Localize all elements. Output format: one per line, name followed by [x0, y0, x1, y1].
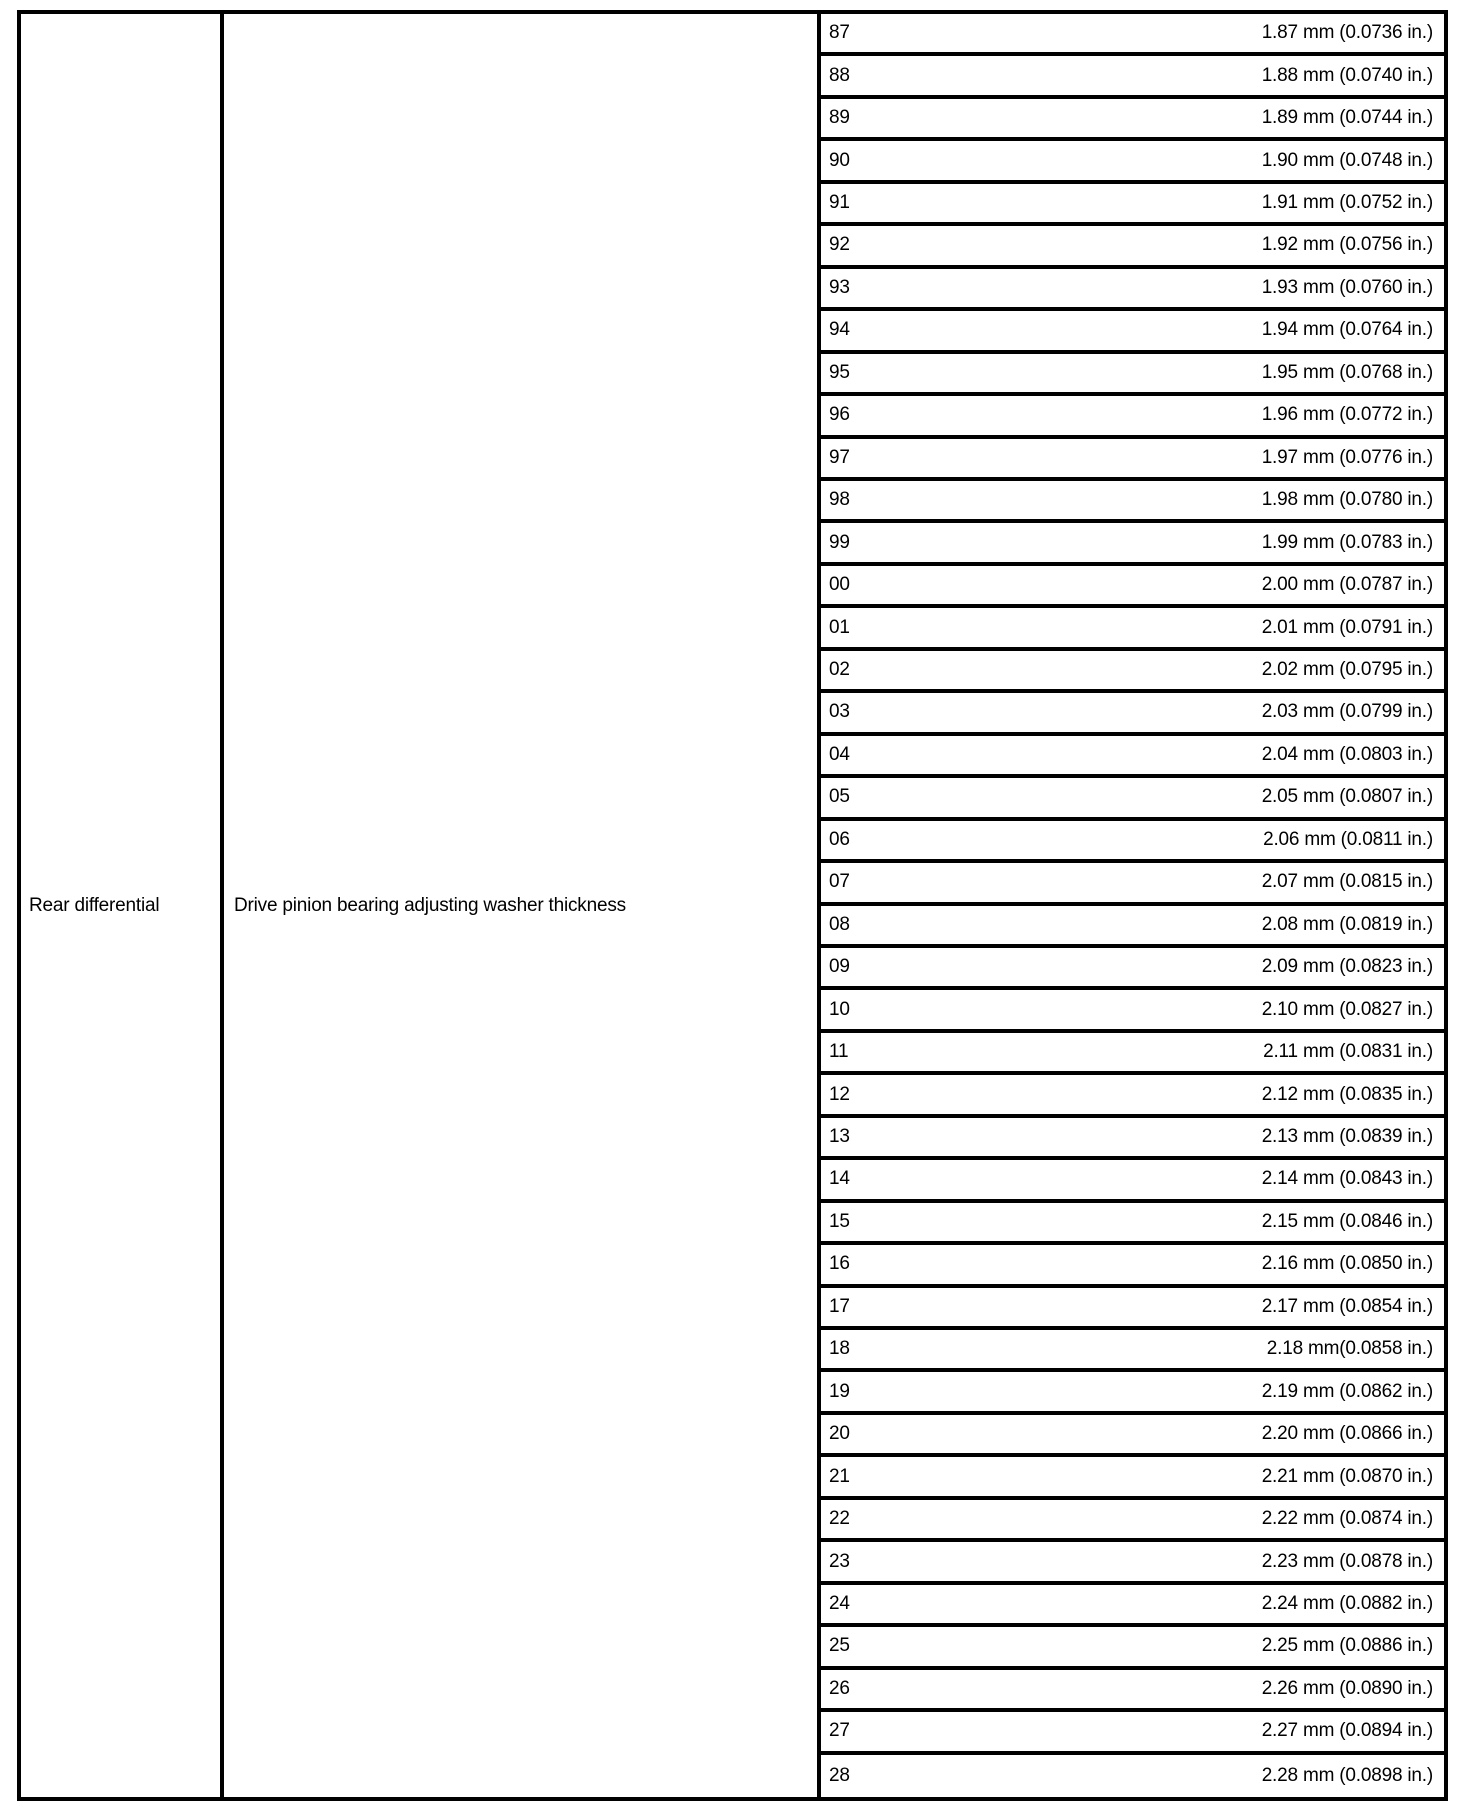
washer-thickness-value: 2.01 mm (0.0791 in.): [1261, 616, 1433, 638]
table-row: [821, 906, 1444, 948]
table-row: [821, 14, 1444, 56]
washer-thickness-value: 2.18 mm(0.0858 in.): [1266, 1338, 1433, 1360]
washer-thickness-value: 1.87 mm (0.0736 in.): [1261, 22, 1433, 44]
washer-code: 21: [829, 1465, 850, 1487]
table-row: [821, 141, 1444, 183]
washer-thickness-value: 1.91 mm (0.0752 in.): [1261, 192, 1433, 214]
table-row: [821, 184, 1444, 226]
washer-code: 19: [829, 1380, 850, 1402]
washer-thickness-value: 2.16 mm (0.0850 in.): [1261, 1253, 1433, 1275]
washer-thickness-value: 2.20 mm (0.0866 in.): [1261, 1423, 1433, 1445]
washer-code: 20: [829, 1423, 850, 1445]
washer-thickness-value: 2.14 mm (0.0843 in.): [1261, 1168, 1433, 1190]
washer-thickness-value: 2.11 mm (0.0831 in.): [1263, 1041, 1433, 1063]
washer-thickness-value: 2.17 mm (0.0854 in.): [1261, 1295, 1433, 1317]
washer-thickness-value: 1.89 mm (0.0744 in.): [1261, 107, 1433, 129]
table-row: [821, 1542, 1444, 1584]
washer-code: 00: [829, 574, 850, 596]
washer-code: 28: [829, 1764, 850, 1786]
washer-thickness-value: 2.15 mm (0.0846 in.): [1261, 1210, 1433, 1232]
system-cell: [21, 14, 224, 1797]
table-row: [821, 1670, 1444, 1712]
washer-code: 02: [829, 659, 850, 680]
item-label: Drive pinion bearing adjusting washer thickness: [234, 894, 626, 916]
washer-thickness-value: 2.26 mm (0.0890 in.): [1261, 1677, 1433, 1699]
washer-code: 96: [829, 404, 850, 426]
washer-code: 14: [829, 1168, 850, 1190]
washer-code: 89: [829, 107, 850, 129]
table-row: [821, 1160, 1444, 1202]
washer-thickness-value: 2.04 mm (0.0803 in.): [1261, 743, 1433, 765]
washer-thickness-value: 1.88 mm (0.0740 in.): [1261, 64, 1433, 86]
table-row: [821, 1755, 1444, 1797]
washer-code: 88: [829, 64, 850, 86]
washer-thickness-value: 2.27 mm (0.0894 in.): [1261, 1720, 1433, 1742]
washer-code: 23: [829, 1550, 850, 1572]
washer-thickness-value: 2.13 mm (0.0839 in.): [1261, 1125, 1433, 1147]
table-row: [821, 863, 1444, 905]
table-row: [821, 778, 1444, 820]
washer-code: 08: [829, 913, 850, 935]
washer-thickness-value: 2.28 mm (0.0898 in.): [1261, 1764, 1433, 1786]
system-label: Rear differential: [29, 894, 160, 916]
table-row: [821, 1033, 1444, 1075]
washer-code: 87: [829, 22, 850, 44]
washer-thickness-value: 2.19 mm (0.0862 in.): [1261, 1380, 1433, 1402]
washer-thickness-value: 2.23 mm (0.0878 in.): [1261, 1550, 1433, 1572]
washer-code: 25: [829, 1635, 850, 1657]
table-row: [821, 990, 1444, 1032]
washer-thickness-value: 2.00 mm (0.0787 in.): [1261, 574, 1433, 596]
table-row: [821, 1288, 1444, 1330]
washer-code: 24: [829, 1592, 850, 1614]
table-row: [821, 736, 1444, 778]
washer-code: 17: [829, 1295, 850, 1317]
washer-code: 95: [829, 361, 850, 383]
washer-code: 16: [829, 1253, 850, 1275]
washer-code: 27: [829, 1720, 850, 1742]
washer-code: 94: [829, 319, 850, 341]
washer-code: 04: [829, 743, 850, 765]
washer-code: 11: [829, 1041, 849, 1063]
washer-thickness-value: 1.92 mm (0.0756 in.): [1261, 234, 1433, 256]
table-row: [821, 1415, 1444, 1457]
washer-thickness-value: 2.10 mm (0.0827 in.): [1261, 998, 1433, 1020]
washer-code: 22: [829, 1508, 850, 1530]
washer-thickness-value: 2.21 mm (0.0870 in.): [1261, 1465, 1433, 1487]
washer-thickness-value: 1.90 mm (0.0748 in.): [1261, 149, 1433, 171]
washer-code: 92: [829, 234, 850, 256]
table-row: [821, 439, 1444, 481]
washer-code: 07: [829, 871, 850, 893]
table-row: [821, 396, 1444, 438]
table-row: [821, 821, 1444, 863]
washer-thickness-value: 1.97 mm (0.0776 in.): [1261, 446, 1433, 468]
table-row: [821, 1627, 1444, 1669]
washer-code: 10: [829, 998, 850, 1020]
washer-thickness-value: 2.07 mm (0.0815 in.): [1261, 871, 1433, 893]
item-cell: [224, 14, 821, 1797]
table-row: [821, 651, 1444, 693]
washer-thickness-value: 1.95 mm (0.0768 in.): [1261, 361, 1433, 383]
table-row: [821, 566, 1444, 608]
washer-code: 15: [829, 1210, 850, 1232]
table-row: [821, 1500, 1444, 1542]
table-row: [821, 608, 1444, 650]
table-row: [821, 1075, 1444, 1117]
table-row: [821, 226, 1444, 268]
washer-code: 12: [829, 1083, 850, 1105]
table-row: [821, 481, 1444, 523]
washer-code: 03: [829, 701, 850, 723]
washer-thickness-value: 2.08 mm (0.0819 in.): [1261, 913, 1433, 935]
washer-thickness-value: 2.02 mm (0.0795 in.): [1261, 659, 1433, 680]
table-row: [821, 99, 1444, 141]
table-row: [821, 693, 1444, 735]
washer-thickness-spec-table: [17, 10, 1448, 1801]
washer-thickness-value: 2.25 mm (0.0886 in.): [1261, 1635, 1433, 1657]
table-row: [821, 269, 1444, 311]
values-column: [821, 14, 1444, 1797]
table-row: [821, 1372, 1444, 1414]
washer-thickness-value: 2.12 mm (0.0835 in.): [1261, 1083, 1433, 1105]
table-row: [821, 1330, 1444, 1372]
washer-code: 09: [829, 956, 850, 978]
table-row: [821, 1203, 1444, 1245]
washer-code: 91: [829, 192, 850, 214]
washer-thickness-value: 2.06 mm (0.0811 in.): [1263, 828, 1433, 850]
washer-code: 97: [829, 446, 850, 468]
table-row: [821, 1245, 1444, 1287]
washer-code: 01: [829, 616, 850, 638]
washer-thickness-value: 1.98 mm (0.0780 in.): [1261, 489, 1433, 511]
washer-code: 99: [829, 531, 850, 553]
washer-thickness-value: 2.24 mm (0.0882 in.): [1261, 1592, 1433, 1614]
washer-thickness-value: 2.05 mm (0.0807 in.): [1261, 786, 1433, 808]
table-row: [821, 354, 1444, 396]
washer-code: 98: [829, 489, 850, 511]
washer-thickness-value: 1.94 mm (0.0764 in.): [1261, 319, 1433, 341]
washer-thickness-value: 1.99 mm (0.0783 in.): [1261, 531, 1433, 553]
table-row: [821, 1118, 1444, 1160]
washer-thickness-value: 1.93 mm (0.0760 in.): [1261, 276, 1433, 298]
washer-code: 90: [829, 149, 850, 171]
washer-thickness-value: 2.22 mm (0.0874 in.): [1261, 1508, 1433, 1530]
washer-thickness-value: 1.96 mm (0.0772 in.): [1261, 404, 1433, 426]
table-row: [821, 311, 1444, 353]
washer-thickness-value: 2.03 mm (0.0799 in.): [1261, 701, 1433, 723]
table-row: [821, 523, 1444, 565]
table-row: [821, 1712, 1444, 1754]
washer-code: 05: [829, 786, 850, 808]
table-row: [821, 56, 1444, 98]
washer-code: 06: [829, 828, 850, 850]
table-row: [821, 1457, 1444, 1499]
table-row: [821, 948, 1444, 990]
washer-code: 93: [829, 276, 850, 298]
washer-thickness-value: 2.09 mm (0.0823 in.): [1261, 956, 1433, 978]
washer-code: 26: [829, 1677, 850, 1699]
washer-code: 13: [829, 1125, 850, 1147]
table-row: [821, 1585, 1444, 1627]
washer-code: 18: [829, 1338, 850, 1360]
